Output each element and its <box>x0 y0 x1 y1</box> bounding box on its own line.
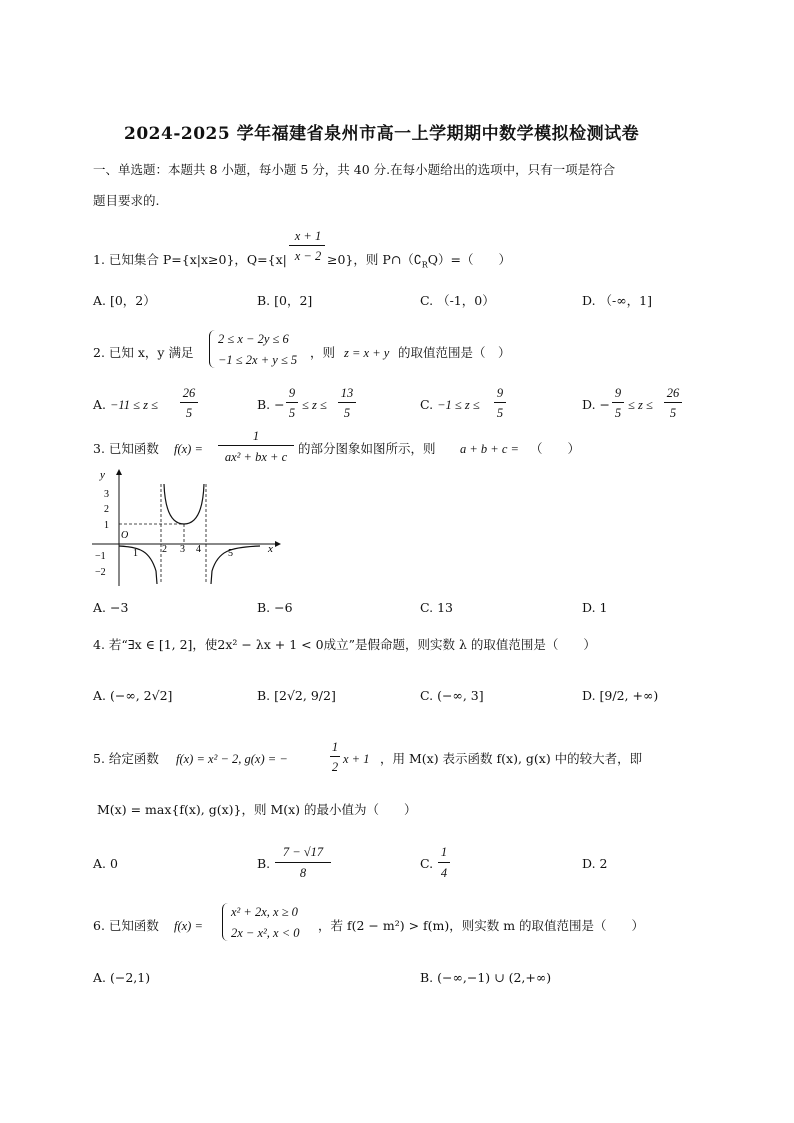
x-axis-label: x <box>268 543 273 555</box>
q5-text-a: 5. 给定函数 <box>93 751 159 766</box>
x-tick-4: 4 <box>196 544 201 555</box>
q5-c-bar <box>438 862 450 863</box>
y-tick-2: 2 <box>104 504 109 515</box>
x-tick-1: 1 <box>133 548 138 559</box>
q1-text-b: ≥0}，则 P∩（ <box>327 252 414 267</box>
curve-left-branch <box>119 546 157 584</box>
q6-line-1: x² + 2x, x ≥ 0 <box>231 905 298 919</box>
q4-stem: 4. 若“∃x ∈ [1, 2]，使2x² − λx + 1 < 0成立”是假命题，则实数 λ 的取值范围是（ ） <box>93 637 596 652</box>
q2-b-num: 9 <box>288 386 296 400</box>
q6-func: f(x) = <box>174 919 203 933</box>
q3-option-c[interactable]: C. 13 <box>420 600 453 615</box>
q2-line-1: 2 ≤ x − 2y ≤ 6 <box>218 332 289 346</box>
q2-d-bar <box>612 402 624 403</box>
q6-line-2: 2x − x², x < 0 <box>231 926 300 940</box>
q2-d-bar2 <box>664 402 682 403</box>
q1-option-d[interactable]: D. （-∞，1] <box>582 293 652 308</box>
complement-subscript: R <box>421 260 428 270</box>
q6-option-b[interactable]: B. (−∞,−1) ∪ (2,+∞) <box>420 970 552 985</box>
q5-text-b: ，用 M(x) 表示函数 f(x), g(x) 中的较大者，即 <box>380 751 643 766</box>
q6-brace <box>222 903 229 941</box>
q2-b-bar2 <box>338 402 356 403</box>
x-tick-2: 2 <box>162 544 167 555</box>
q2-brace <box>209 330 216 368</box>
q5-b-bar <box>275 862 331 863</box>
q2-d-den: 5 <box>614 406 622 420</box>
y-tick-neg2: −2 <box>95 567 106 578</box>
q4-option-c[interactable]: C. (−∞, 3] <box>420 688 484 703</box>
q2-b-den: 5 <box>288 406 296 420</box>
q1-frac-num: x + 1 <box>294 229 322 243</box>
option-label: C. <box>420 397 434 412</box>
q6-option-a[interactable]: A. (−2,1) <box>93 970 151 985</box>
q3-option-b[interactable]: B. −6 <box>257 600 293 615</box>
page-title: 2024-2025 学年福建省泉州市高一上学期期中数学模拟检测试卷 <box>124 124 640 144</box>
q2-d-num: 9 <box>614 386 622 400</box>
q2-option-c[interactable] <box>420 397 480 413</box>
q6-text-a: 6. 已知函数 <box>93 918 159 933</box>
q3-option-a[interactable]: A. −3 <box>93 600 129 615</box>
option-sign: − <box>599 397 611 412</box>
q5-line-2: M(x) = max{f(x), g(x)}，则 M(x) 的最小值为（ ） <box>97 802 417 817</box>
y-tick-3: 3 <box>104 489 109 500</box>
y-tick-1: 1 <box>104 520 109 531</box>
x-tick-5: 5 <box>228 548 233 559</box>
y-axis-label: y <box>100 469 105 481</box>
q1-option-c[interactable]: C. （-1，0） <box>420 293 495 308</box>
q2-a-num: 26 <box>182 386 196 400</box>
q3-text-b: 的部分图象如图所示，则 <box>298 441 436 456</box>
q2-c-bar <box>494 402 506 403</box>
q4-option-d[interactable]: D. [9/2, +∞) <box>582 688 659 703</box>
q2-d-mid: ≤ z ≤ <box>628 398 653 412</box>
q5-g-tail: x + 1 <box>343 752 370 766</box>
option-label: B. <box>257 397 271 412</box>
q5-option-c[interactable]: C. <box>420 856 434 871</box>
question-1-stem <box>93 252 287 268</box>
q1-frac-den: x − 2 <box>294 249 322 263</box>
q5-option-d[interactable]: D. 2 <box>582 856 608 871</box>
q6-text-b: ，若 f(2 − m²) > f(m)，则实数 m 的取值范围是（ ） <box>318 918 645 933</box>
q4-option-a[interactable]: A. (−∞, 2√2] <box>93 688 173 703</box>
q5-f-def: f(x) = x² − 2, g(x) = − <box>176 752 288 766</box>
q5-b-num: 7 − √17 <box>282 845 324 859</box>
q5-frac-den: 2 <box>331 760 339 774</box>
q2-text-c: 的取值范围是（ ） <box>398 345 511 360</box>
curve-right-branch <box>211 546 260 584</box>
section-header: 一、单选题：本题共 8 小题，每小题 5 分，共 40 分.在每小题给出的选项中，只有一项是符合 <box>93 162 616 177</box>
curve-middle-branch <box>164 484 204 524</box>
q2-a-den: 5 <box>185 406 193 420</box>
q2-d-den2: 5 <box>669 406 677 420</box>
q2-a-bar <box>180 402 198 403</box>
y-tick-neg1: −1 <box>95 551 106 562</box>
q3-option-d[interactable]: D. 1 <box>582 600 608 615</box>
q1-text-a: 1. 已知集合 P={x|x≥0}，Q={x| <box>93 252 287 267</box>
x-tick-3: 3 <box>180 544 185 555</box>
q3-text-c: （ ） <box>530 441 581 456</box>
q2-d-num2: 26 <box>666 386 680 400</box>
q5-frac-num: 1 <box>331 740 339 754</box>
q2-line-2: −1 ≤ 2x + y ≤ 5 <box>218 353 298 367</box>
q5-c-den: 4 <box>440 866 448 880</box>
q3-frac-num: 1 <box>252 429 260 443</box>
q3-func: f(x) = <box>174 442 203 456</box>
q1-option-b[interactable]: B. [0，2] <box>257 293 313 308</box>
option-label: A. <box>93 397 107 412</box>
complement-symbol: ∁ <box>413 252 422 267</box>
q4-option-b[interactable]: B. [2√2, 9/2] <box>257 688 336 703</box>
option-expr: −11 ≤ z ≤ <box>110 398 158 412</box>
q2-b-den2: 5 <box>343 406 351 420</box>
q2-expr: z = x + y <box>344 346 390 360</box>
q5-option-b[interactable]: B. <box>257 856 271 871</box>
option-sign: − <box>274 397 285 412</box>
q5-frac-bar <box>330 756 340 757</box>
section-header-cont: 题目要求的. <box>93 193 160 208</box>
option-label: D. <box>582 397 596 412</box>
q2-c-num: 9 <box>496 386 504 400</box>
q1-frac-bar <box>289 245 325 246</box>
q5-c-num: 1 <box>440 845 448 859</box>
q1-option-a[interactable]: A. [0，2） <box>93 293 156 308</box>
q2-text-b: ，则 <box>310 345 336 360</box>
q3-expr: a + b + c = <box>460 442 519 456</box>
q2-text-a: 2. 已知 x，y 满足 <box>93 345 194 360</box>
option-expr: −1 ≤ z ≤ <box>437 398 480 412</box>
q1-text-c: Q）=（ ） <box>427 252 511 267</box>
q1-stem-tail <box>327 252 511 274</box>
q2-c-den: 5 <box>496 406 504 420</box>
q3-function-graph <box>90 466 285 588</box>
q2-b-num2: 13 <box>340 386 354 400</box>
q3-frac-bar <box>218 445 294 446</box>
q5-b-den: 8 <box>299 866 307 880</box>
q2-b-bar <box>286 402 298 403</box>
q2-b-mid: ≤ z ≤ <box>302 398 327 412</box>
q2-option-a[interactable] <box>93 397 158 413</box>
q5-option-a[interactable]: A. 0 <box>93 856 118 871</box>
q3-frac-den: ax² + bx + c <box>224 450 288 464</box>
q3-text-a: 3. 已知函数 <box>93 441 159 456</box>
origin-label: O <box>121 530 129 541</box>
q2-option-d[interactable] <box>582 397 610 413</box>
q2-option-b[interactable] <box>257 397 285 413</box>
